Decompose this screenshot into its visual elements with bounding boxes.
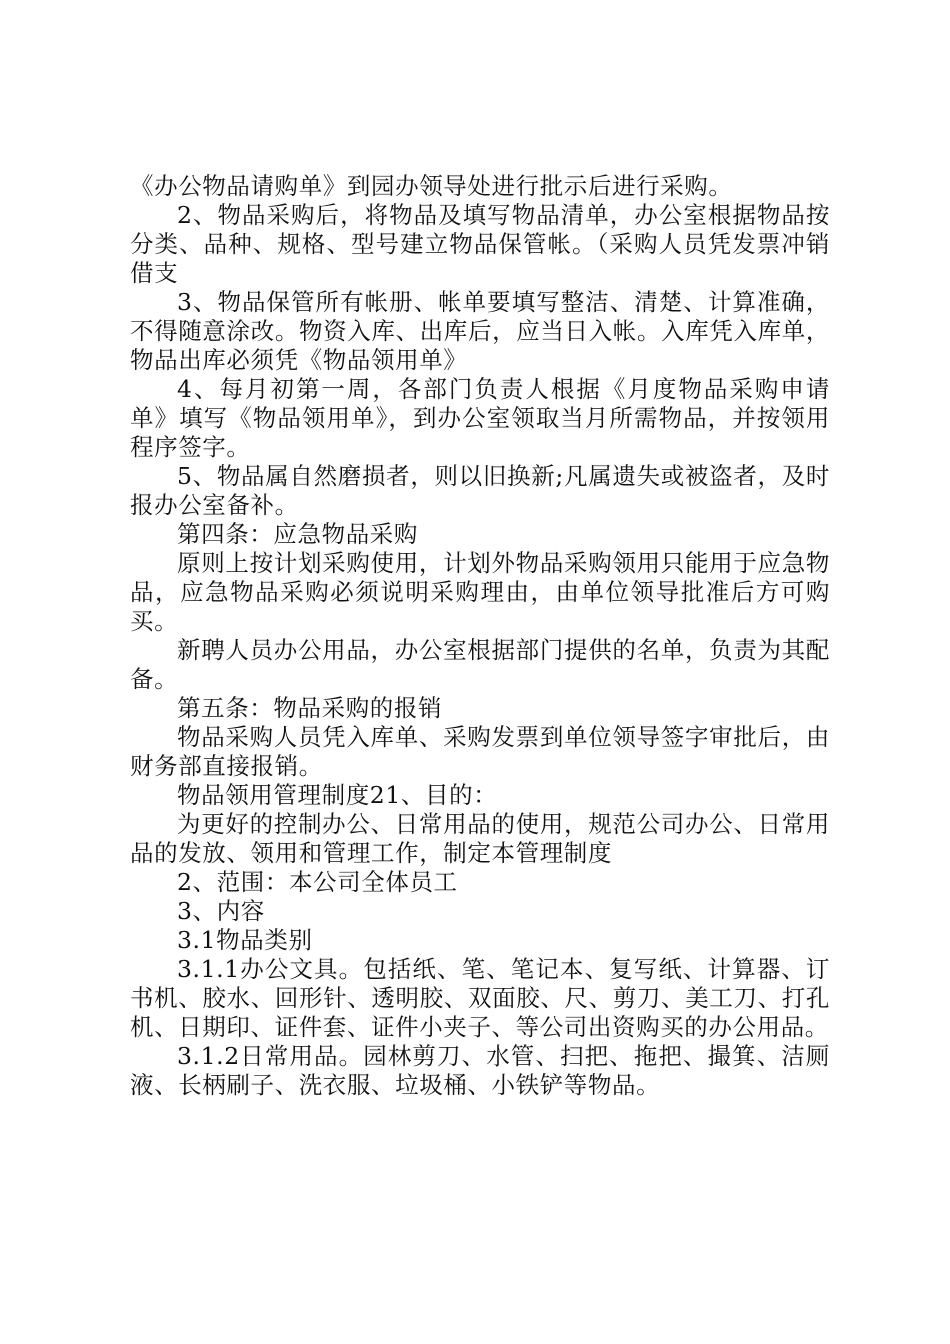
paragraph-daily-supplies: 3.1.2日常用品。园林剪刀、水管、扫把、拖把、撮箕、洁厕液、长柄刷子、洗衣服、垃圾桶、小铁铲等物品。 bbox=[130, 1042, 830, 1099]
paragraph-item-2-ledger: 2、物品采购后，将物品及填写物品清单，办公室根据物品按分类、品种、规格、型号建立物品保管帐。（采购人员凭发票冲销借支 bbox=[130, 201, 830, 287]
paragraph-emergency-principle: 原则上按计划采购使用，计划外物品采购领用只能用于应急物品，应急物品采购必须说明采购理由，由单位领导批准后方可购买。 bbox=[130, 549, 830, 635]
paragraph-new-hire-supplies: 新聘人员办公用品，办公室根据部门提供的名单，负责为其配备。 bbox=[130, 636, 830, 693]
document-body bbox=[130, 172, 830, 1100]
paragraph-item-3-records: 3、物品保管所有帐册、帐单要填写整洁、清楚、计算准确，不得随意涂改。物资入库、出库后，应当日入帐。入库凭入库单，物品出库必须凭《物品领用单》 bbox=[130, 288, 830, 374]
paragraph-purchase-approval: 《办公物品请购单》到园办领导处进行批示后进行采购。 bbox=[130, 172, 733, 200]
paragraph-office-stationery: 3.1.1办公文具。包括纸、笔、笔记本、复写纸、计算器、订书机、胶水、回形针、透明胶、双面胶、尺、剪刀、美工刀、打孔机、日期印、证件套、证件小夹子、等公司出资购买的办公用品。 bbox=[130, 955, 830, 1041]
paragraph-reimbursement: 物品采购人员凭入库单、采购发票到单位领导签字审批后，由财务部直接报销。 bbox=[130, 723, 830, 780]
paragraph-purpose: 为更好的控制办公、日常用品的使用，规范公司办公、日常用品的发放、领用和管理工作，制定本管理制度 bbox=[130, 810, 830, 867]
paragraph-content-heading: 3、内容 bbox=[177, 897, 265, 925]
section-heading-usage-policy: 物品领用管理制度21、目的： bbox=[177, 781, 498, 809]
section-heading-article-4: 第四条：应急物品采购 bbox=[177, 520, 418, 548]
paragraph-item-5-replacement: 5、物品属自然磨损者，则以旧换新;凡属遗失或被盗者，及时报办公室备补。 bbox=[130, 462, 830, 519]
paragraph-scope: 2、范围：本公司全体员工 bbox=[177, 868, 458, 896]
section-heading-article-5: 第五条：物品采购的报销 bbox=[177, 694, 443, 722]
paragraph-item-categories: 3.1物品类别 bbox=[177, 926, 313, 954]
paragraph-item-4-monthly: 4、每月初第一周，各部门负责人根据《月度物品采购申请单》填写《物品领用单》，到办公室领取当月所需物品，并按领用程序签字。 bbox=[130, 375, 830, 461]
